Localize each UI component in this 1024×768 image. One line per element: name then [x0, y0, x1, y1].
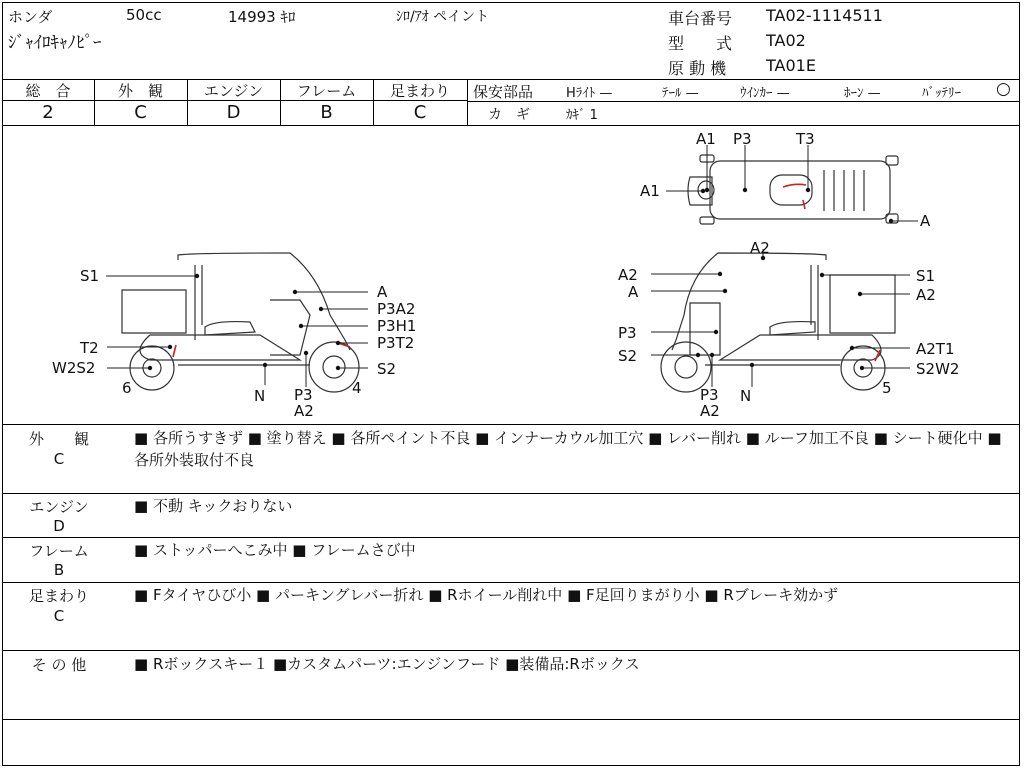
grade-suspension-label: 足まわり	[389, 82, 450, 100]
divider	[2, 650, 1020, 651]
right-label-p3-left: P3	[618, 324, 637, 342]
grade-exterior-value: C	[134, 102, 147, 123]
right-label-a2-left: A2	[618, 266, 638, 284]
left-label-t2: T2	[80, 339, 99, 357]
grade-engine-label: エンジン	[203, 82, 264, 100]
divider	[2, 537, 1020, 538]
left-label-p3h1: P3H1	[377, 317, 417, 335]
right-label-5: 5	[882, 379, 892, 397]
left-label-p3: P3	[294, 386, 313, 404]
note-exterior-text: ■ 各所うすきず ■ 塗り替え ■ 各所ペイント不良 ■ インナーカウル加工穴 ■ レバー削れ ■ ルーフ加工不良 ■ シート硬化中 ■ 各所外装取付不良	[134, 429, 1002, 469]
chassis-label: 車台番号	[668, 9, 733, 28]
divider	[2, 493, 1020, 494]
safety-tail: ﾃｰﾙ —	[662, 86, 699, 101]
grade-suspension-value: C	[413, 102, 427, 123]
safety-title: 保安部品	[473, 83, 534, 101]
grade-overall-value: 2	[42, 102, 54, 123]
vehicle-diagram	[0, 125, 1024, 425]
left-label-s2: S2	[377, 360, 397, 378]
grade-engine-value: D	[226, 102, 241, 123]
left-label-s1: S1	[80, 267, 100, 285]
note-exterior-grade: C	[53, 450, 65, 468]
right-label-s2-left: S2	[618, 347, 638, 365]
safety-battery: ﾊﾞｯﾃﾘｰ	[922, 86, 961, 101]
leader-lines	[106, 145, 918, 387]
note-engine-label: エンジン	[29, 498, 89, 516]
note-suspension-label: 足まわり	[28, 587, 89, 605]
left-label-a: A	[377, 283, 388, 301]
grade-exterior-label: 外 観	[117, 82, 163, 100]
note-frame-grade: B	[53, 561, 65, 579]
divider	[2, 424, 1020, 425]
note-frame-text: ■ ストッパーへこみ中 ■ フレームさび中	[134, 541, 416, 559]
type-value: TA02	[766, 31, 806, 50]
note-frame-label: フレーム	[29, 542, 89, 560]
right-label-a2-top: A2	[750, 239, 770, 257]
note-engine-grade: D	[53, 517, 65, 535]
left-label-p3a2: P3A2	[377, 300, 416, 318]
top-label-a1-left: A1	[640, 182, 660, 200]
note-engine-text: ■ 不動 キックおりない	[134, 497, 293, 515]
note-suspension-text: ■ Fタイヤひび小 ■ パーキングレバー折れ ■ Rホイール削れ中 ■ F足回りまがり小 ■ Rブレーキ効かず	[134, 586, 839, 604]
type-label: 型 式	[668, 34, 733, 53]
maker: ホンダ	[8, 8, 53, 26]
left-label-4: 4	[352, 379, 362, 397]
left-label-6: 6	[122, 379, 132, 397]
note-other-label: そ の 他	[31, 656, 87, 674]
mileage: 14993 ｷﾛ	[228, 8, 296, 26]
left-label-a2: A2	[294, 402, 314, 420]
battery-ok-mark: ○	[996, 79, 1011, 99]
point-markers	[148, 188, 893, 370]
left-label-w2s2: W2S2	[52, 359, 96, 377]
grade-frame-label: フレーム	[296, 82, 357, 100]
color: ｼﾛ/ｱｵ ペイント	[396, 9, 490, 25]
grade-overall-label: 総 合	[25, 82, 71, 100]
top-label-t3: T3	[796, 130, 815, 148]
right-label-a2-bottom: A2	[700, 402, 720, 420]
grade-frame-value: B	[320, 102, 333, 123]
right-label-a-left: A	[628, 283, 639, 301]
displacement: 50cc	[126, 6, 162, 24]
safety-horn: ﾎｰﾝ —	[844, 86, 881, 101]
note-exterior-label: 外 観	[28, 430, 89, 448]
left-label-n: N	[254, 387, 266, 405]
divider	[467, 79, 468, 125]
key-value: ｶｷﾞ 1	[566, 108, 598, 123]
engine-value: TA01E	[766, 56, 816, 75]
engine-label: 原 動 機	[668, 59, 727, 78]
right-label-a2t1: A2T1	[916, 340, 955, 358]
top-label-a1: A1	[696, 130, 716, 148]
divider	[2, 719, 1020, 720]
left-view-vehicle	[122, 253, 359, 392]
right-label-n: N	[740, 387, 752, 405]
top-label-p3: P3	[733, 130, 752, 148]
left-label-p3t2: P3T2	[377, 334, 415, 352]
safety-winker: ｳｲﾝｶｰ —	[740, 86, 790, 101]
note-suspension-grade: C	[53, 607, 65, 625]
right-label-a2-right: A2	[916, 286, 936, 304]
safety-headlight: Hﾗｲﾄ —	[566, 86, 613, 101]
model-name: ｼﾞｬｲﾛｷｬﾉﾋﾟｰ	[8, 33, 102, 53]
note-other-text: ■ Rボックスキー１ ■カスタムパーツ:エンジンフード ■装備品:Rボックス	[134, 655, 640, 673]
right-label-s2w2: S2W2	[916, 360, 960, 378]
divider	[2, 582, 1020, 583]
key-label: カ ギ	[488, 107, 530, 123]
top-view-vehicle	[688, 155, 898, 224]
right-label-p3-bottom: P3	[700, 386, 719, 404]
right-label-s1: S1	[916, 267, 936, 285]
top-label-a: A	[920, 212, 931, 230]
chassis-value: TA02-1114511	[766, 6, 883, 25]
divider	[467, 101, 1020, 102]
